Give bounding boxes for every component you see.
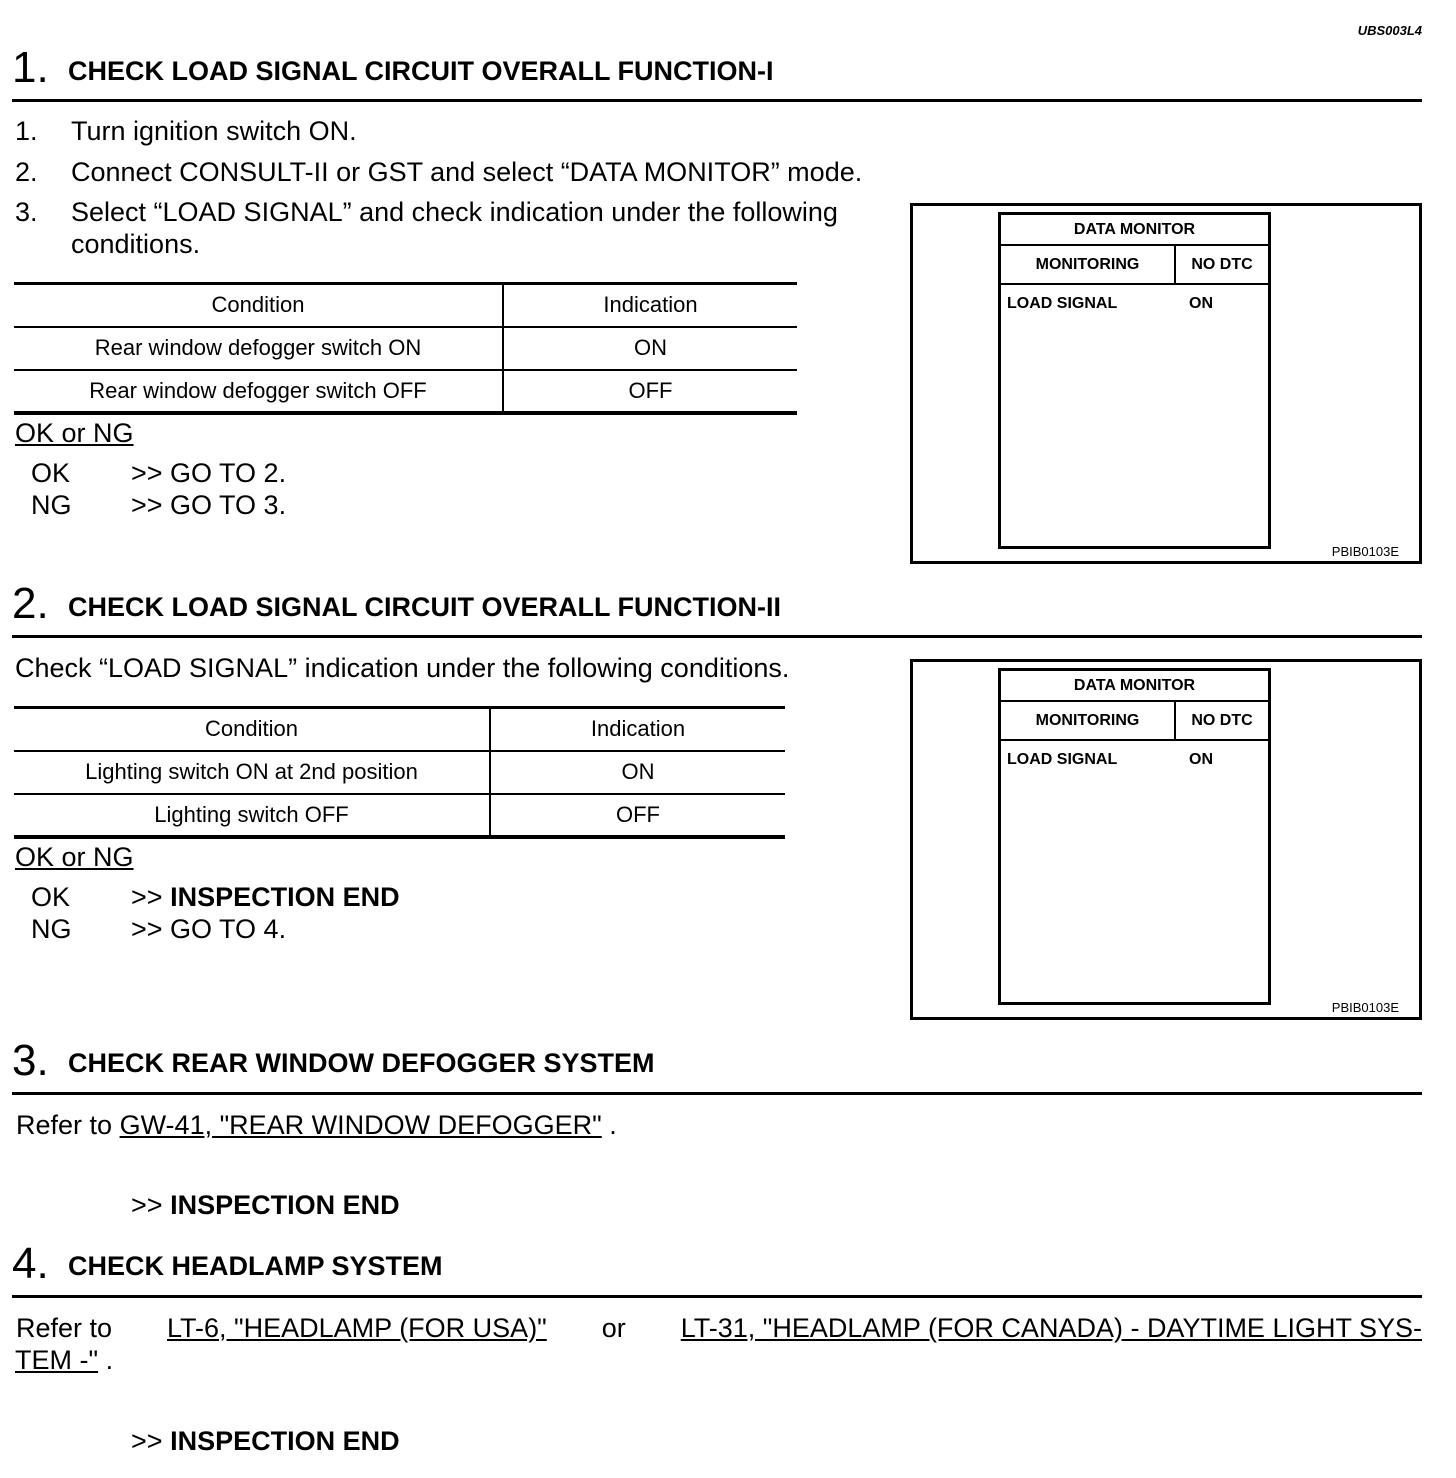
- ok-label: OK: [31, 458, 71, 488]
- screen-title: DATA MONITOR: [1001, 671, 1268, 702]
- table-row: [14, 370, 797, 413]
- step-1-item: Turn ignition switch ON.: [71, 116, 357, 146]
- no-dtc-label: NO DTC: [1191, 712, 1253, 729]
- step-4-action: [131, 1425, 400, 1457]
- ok-action: >> GO TO 2.: [131, 458, 287, 488]
- data-monitor-screen: [998, 212, 1271, 549]
- link-gw-41[interactable]: GW-41, "REAR WINDOW DEFOGGER": [119, 1110, 602, 1140]
- step-1-number: 1.: [12, 43, 49, 92]
- ng-label: NG: [31, 490, 72, 520]
- divider: [12, 1092, 1422, 1095]
- header-indication: Indication: [503, 284, 797, 327]
- period: .: [105, 1345, 114, 1375]
- step-4-text: [16, 1312, 1422, 1344]
- inspection-end: INSPECTION END: [170, 1426, 400, 1456]
- ng-action: >> GO TO 4.: [131, 914, 287, 944]
- arrow-prefix: >>: [131, 1426, 163, 1456]
- cell-indication: OFF: [503, 370, 797, 413]
- header-condition: Condition: [14, 708, 490, 751]
- header-indication: Indication: [490, 708, 785, 751]
- data-monitor-figure: [910, 659, 1422, 1020]
- inspection-end: INSPECTION END: [170, 882, 400, 912]
- step-1-item-number: 2.: [15, 157, 38, 187]
- ng-action: >> GO TO 3.: [131, 490, 287, 520]
- condition-table-2: [14, 706, 785, 839]
- cell-indication: ON: [503, 327, 797, 370]
- refer-label: Refer to: [16, 1110, 113, 1140]
- ng-label: NG: [31, 914, 72, 944]
- step-3-title: CHECK REAR WINDOW DEFOGGER SYSTEM: [68, 1048, 655, 1078]
- monitor-item: LOAD SIGNAL: [1007, 295, 1118, 312]
- or-label: or: [601, 1313, 626, 1343]
- data-monitor-figure: [910, 203, 1422, 564]
- step-1-title: CHECK LOAD SIGNAL CIRCUIT OVERALL FUNCTION-I: [68, 56, 774, 86]
- monitor-item: LOAD SIGNAL: [1007, 751, 1118, 768]
- ok-action: [131, 881, 400, 913]
- step-4-number: 4.: [12, 1239, 49, 1288]
- link-lt-31-cont[interactable]: TEM -": [15, 1345, 99, 1375]
- step-4-title: CHECK HEADLAMP SYSTEM: [68, 1251, 443, 1281]
- step-2-text: Check “LOAD SIGNAL” indication under the following conditions.: [15, 653, 790, 683]
- table-row: [14, 794, 785, 837]
- ok-or-ng-label: OK or NG: [15, 842, 134, 872]
- step-3-action: [131, 1189, 400, 1221]
- figure-id: PBIB0103E: [1331, 544, 1399, 559]
- step-1-item-number: 3.: [15, 197, 38, 227]
- link-lt-31[interactable]: LT-31, "HEADLAMP (FOR CANADA) - DAYTIME LIGHT SYS-: [680, 1313, 1422, 1343]
- monitoring-label: MONITORING: [1001, 246, 1176, 283]
- refer-label: Refer to: [16, 1313, 113, 1343]
- step-2-number: 2.: [12, 579, 49, 628]
- monitor-value: ON: [1189, 751, 1213, 768]
- step-2-title: CHECK LOAD SIGNAL CIRCUIT OVERALL FUNCTION-II: [68, 592, 781, 622]
- monitor-value: ON: [1189, 295, 1213, 312]
- arrow-prefix: >>: [131, 1190, 163, 1220]
- step-1-item: Connect CONSULT-II or GST and select “DATA MONITOR” mode.: [71, 157, 863, 187]
- divider: [12, 1295, 1422, 1298]
- cell-condition: Lighting switch ON at 2nd position: [14, 751, 490, 794]
- cell-indication: ON: [490, 751, 785, 794]
- table-row: [14, 327, 797, 370]
- divider: [12, 99, 1422, 102]
- step-4-text-cont: [15, 1344, 113, 1376]
- arrow-prefix: >>: [131, 882, 163, 912]
- step-1-item-number: 1.: [15, 116, 38, 146]
- divider: [12, 635, 1422, 638]
- period: .: [609, 1110, 617, 1140]
- step-3-number: 3.: [12, 1036, 49, 1085]
- document-id: UBS003L4: [1357, 23, 1422, 38]
- screen-title: DATA MONITOR: [1001, 215, 1268, 246]
- inspection-end: INSPECTION END: [170, 1190, 400, 1220]
- step-1-item-cont: conditions.: [71, 229, 201, 259]
- cell-indication: OFF: [490, 794, 785, 837]
- data-monitor-screen: [998, 668, 1271, 1005]
- figure-id: PBIB0103E: [1331, 1000, 1399, 1015]
- table-row: [14, 751, 785, 794]
- ok-or-ng-label: OK or NG: [15, 418, 134, 448]
- cell-condition: Lighting switch OFF: [14, 794, 490, 837]
- link-lt-6[interactable]: LT-6, "HEADLAMP (FOR USA)": [167, 1313, 547, 1343]
- monitoring-label: MONITORING: [1001, 702, 1176, 739]
- step-3-text: [16, 1109, 617, 1141]
- condition-table-1: [14, 282, 797, 415]
- header-condition: Condition: [14, 284, 503, 327]
- cell-condition: Rear window defogger switch ON: [14, 327, 503, 370]
- step-1-item: Select “LOAD SIGNAL” and check indication under the following: [71, 197, 838, 227]
- ok-label: OK: [31, 882, 71, 912]
- no-dtc-label: NO DTC: [1191, 256, 1253, 273]
- cell-condition: Rear window defogger switch OFF: [14, 370, 503, 413]
